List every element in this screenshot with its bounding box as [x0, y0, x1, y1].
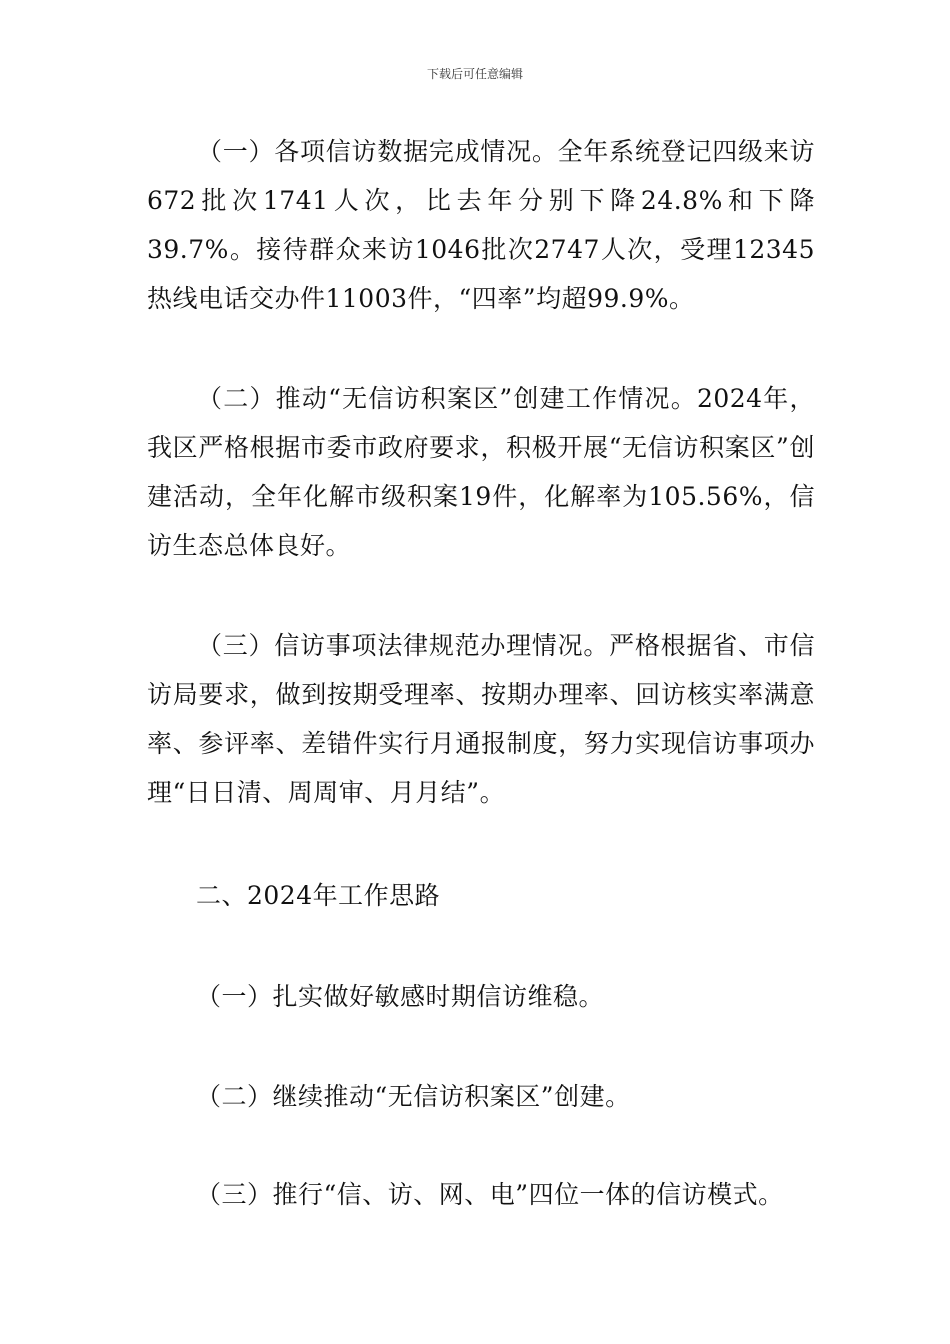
work-plan-item-2: （二）继续推动“无信访积案区”创建。 — [196, 1082, 631, 1111]
paragraph-no-backlog-zone: （二）推动“无信访积案区”创建工作情况。2024年，我区严格根据市委市政府要求，积极开展“无信访积案区”创建活动，全年化解市级积案19件，化解率为105.56%，信访生态总体良好。 — [147, 384, 815, 560]
paragraph-legal-handling: （三）信访事项法律规范办理情况。严格根据省、市信访局要求，做到按期受理率、按期办理率、回访核实率满意率、参评率、差错件实行月通报制度，努力实现信访事项办理“日日清、周周审、月月结”。 — [147, 631, 815, 807]
page-header-note: 下载后可任意编辑 — [426, 67, 523, 81]
section-heading-work-plan: 二、2024年工作思路 — [196, 881, 441, 910]
paragraph-data-completion: （一）各项信访数据完成情况。全年系统登记四级来访672批次1741人次，比去年分别下降24.8%和下降39.7%。接待群众来访1046批次2747人次，受理12345热线电话交办件11003件，“四率”均超99.9%。 — [147, 137, 815, 313]
work-plan-item-1: （一）扎实做好敏感时期信访维稳。 — [196, 982, 605, 1011]
work-plan-item-3: （三）推行“信、访、网、电”四位一体的信访模式。 — [196, 1180, 784, 1209]
